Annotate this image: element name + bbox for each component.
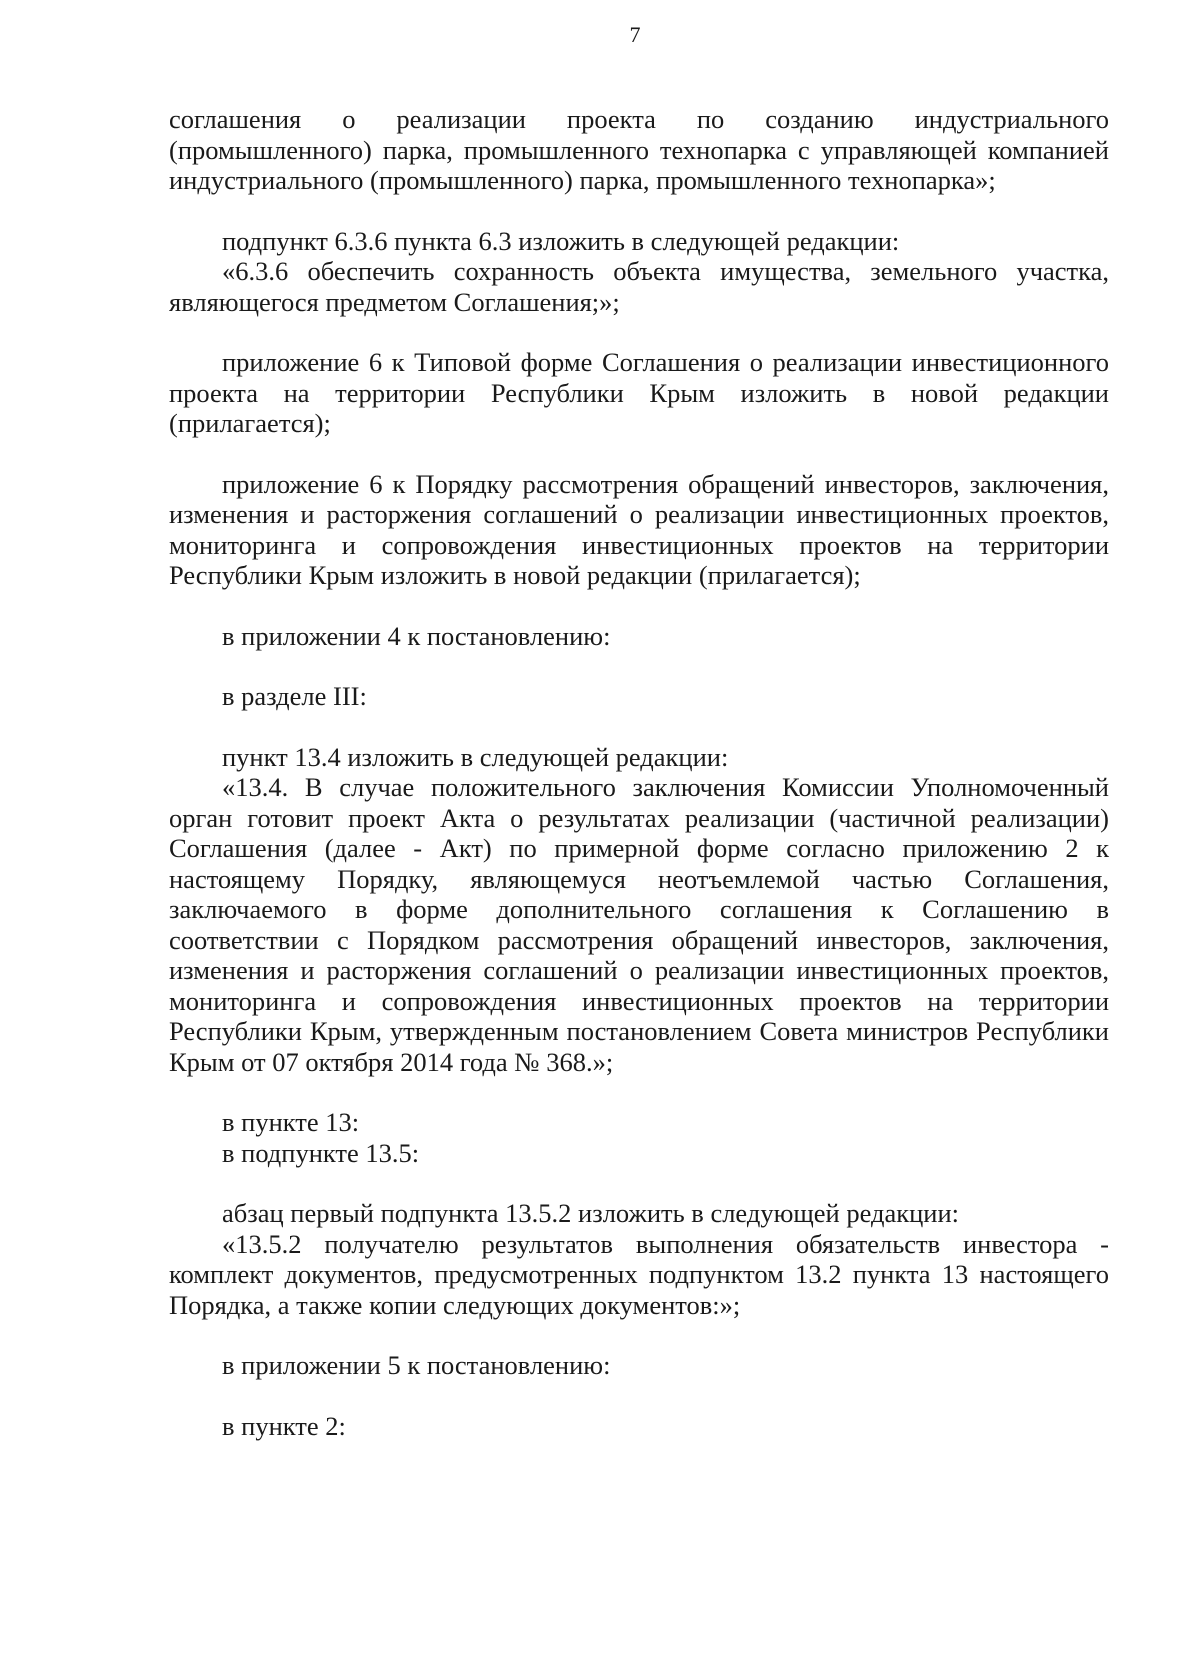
paragraph-heading: в подпункте 13.5: [222, 1137, 420, 1168]
paragraph-quoted-text: «13.4. В случае положительного заключения Комиссии Уполномоченный орган готовит проект Акта о результатах реализации (частичной реализации) Соглашения (далее - Акт) по примерной форме согласно приложению 2 к настоящему Порядку, являющемуся неотъемлемой частью Соглашения, заключаемого в форме дополнительного соглашения к Соглашению в соответствии с Порядком рассмотрения обращений инвесторов, заключения, изменения и расторжения соглашений о реализации инвестиционных проектов, мониторинга и сопровождения инвестиционных проектов на территории Республики Крым, утвержденным постановлением Совета министров Республики Крым от 07 октября 2014 года № 368.»; [169, 772, 1109, 1077]
paragraph-quoted-text: «13.5.2 получателю результатов выполнения обязательств инвестора - комплект документов, предусмотренных подпунктом 13.2 пункта 13 настоящего Порядка, а также копии следующих документов:»; [169, 1228, 1109, 1320]
paragraph-instruction: приложение 6 к Порядку рассмотрения обращений инвесторов, заключения, изменения и расторжения соглашений о реализации инвестиционных проектов, мониторинга и сопровождения инвестиционных проектов на территории Республики Крым изложить в новой редакции (прилагается); [169, 468, 1109, 590]
paragraph-instruction: подпункт 6.3.6 пункта 6.3 изложить в следующей редакции: [222, 225, 900, 256]
paragraph-heading: в разделе III: [222, 681, 367, 711]
paragraph-continuation: соглашения о реализации проекта по созданию индустриального (промышленного) парка, промышленного технопарка с управляющей компанией индустриального (промышленного) парка, промышленного технопарка»; [169, 104, 1109, 195]
page-number: 7 [629, 22, 641, 47]
paragraph-instruction: приложение 6 к Типовой форме Соглашения о реализации инвестиционного проекта на территории Республики Крым изложить в новой редакции (прилагается); [169, 347, 1109, 438]
paragraph-instruction: пункт 13.4 изложить в следующей редакции: [222, 741, 729, 772]
paragraph-instruction: абзац первый подпункта 13.5.2 изложить в следующей редакции: [222, 1198, 960, 1228]
paragraph-quoted-text: «6.3.6 обеспечить сохранность объекта имущества, земельного участка, являющегося предметом Соглашения;»; [169, 256, 1109, 317]
paragraph-heading: в пункте 13: [222, 1107, 360, 1137]
paragraph-heading: в пункте 2: [222, 1410, 346, 1441]
document-body [169, 104, 1109, 1441]
paragraph-heading: в приложении 5 к постановлению: [222, 1350, 611, 1380]
paragraph-heading: в приложении 4 к постановлению: [222, 620, 611, 651]
